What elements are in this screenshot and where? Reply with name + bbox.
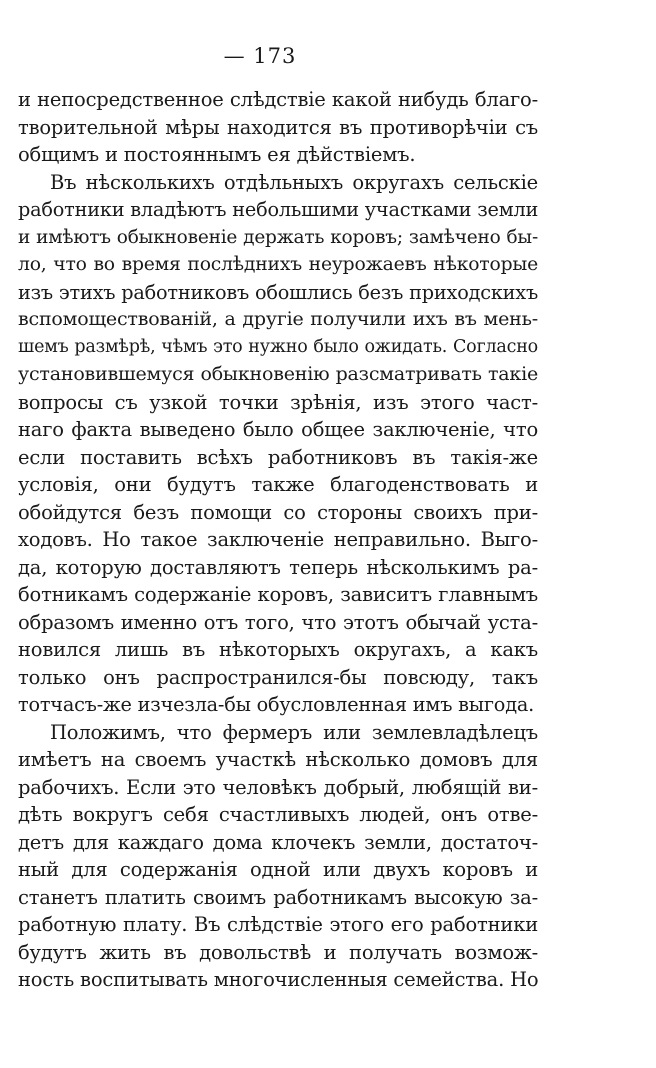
text-line: только онъ распространился-бы повсюду, такъ [18,665,538,689]
text-line: и имѣютъ обыкновеніе держать коровъ; замѣчено бы- [18,226,538,248]
text-line: Въ нѣсколькихъ отдѣльныхъ округахъ сельскіе [50,170,538,194]
text-line: ло, что во время послѣднихъ неурожаевъ нѣкоторые [18,254,538,275]
text-line: дѣть вокругъ себя счастливыхъ людей, онъ отве- [18,803,538,826]
text-line: работную плату. Въ слѣдствіе этого его работники [18,913,538,936]
text-line: Положимъ, что фермеръ или землевладѣлецъ [50,720,538,744]
body-text [18,86,538,994]
text-line: если поставить всѣхъ работниковъ въ такія-же [18,445,538,469]
text-line: ность воспитывать многочисленныя семейства. Но [18,968,539,991]
text-line: будутъ жить въ довольствѣ и получать возмож- [18,940,538,964]
text-line: имѣетъ на своемъ участкѣ нѣсколько домовъ для [18,748,538,771]
text-line: ботникамъ содержаніе коровъ, зависитъ главнымъ [18,583,538,606]
text-line: вспомоществованій, а другіе получили ихъ въ мень- [18,308,538,330]
page-number: — 173 [223,44,297,68]
text-line: рабочихъ. Если это человѣкъ добрый, любящій ви- [18,775,538,799]
text-line: изъ этихъ работниковъ обошлись безъ приходскихъ [18,280,538,304]
text-line: детъ для каждаго дома клочекъ земли, достаточ- [18,830,538,854]
text-line: работники владѣютъ небольшими участками земли [18,198,539,221]
text-line: образомъ именно отъ того, что этотъ обычай уста- [18,610,538,634]
text-line: новился лишь въ нѣкоторыхъ округахъ, а какъ [18,638,538,661]
text-line: обойдутся безъ помощи со стороны своихъ при- [18,500,538,524]
text-line: да, которую доставляютъ теперь нѣсколькимъ ра- [18,555,538,579]
text-line: и непосредственное слѣдствіе какой нибудь благо- [18,88,538,111]
text-line: ходовъ. Но такое заключеніе неправильно. Выго- [18,528,538,551]
text-line: вопросы съ узкой точки зрѣнія, изъ этого част- [18,390,538,414]
text-line: наго факта выведено было общее заключеніе, что [18,418,538,441]
text-line: условія, они будутъ также благоденствовать и [18,473,538,496]
text-line: шемъ размѣрѣ, чѣмъ это нужно было ожидать. Согласно [18,336,538,357]
text-line: ный для содержанія одной или двухъ коровъ и [18,858,538,881]
text-line: установившемуся обыкновенію разсматривать такіе [18,363,538,385]
text-line: общимъ и постояннымъ ея дѣйствіемъ. [18,143,416,166]
text-line: творительной мѣры находится въ противорѣчіи съ [18,115,538,139]
text-line: станетъ платить своимъ работникамъ высокую за- [18,885,538,909]
text-line: тотчасъ-же изчезла-бы обусловленная имъ выгода. [18,693,535,716]
